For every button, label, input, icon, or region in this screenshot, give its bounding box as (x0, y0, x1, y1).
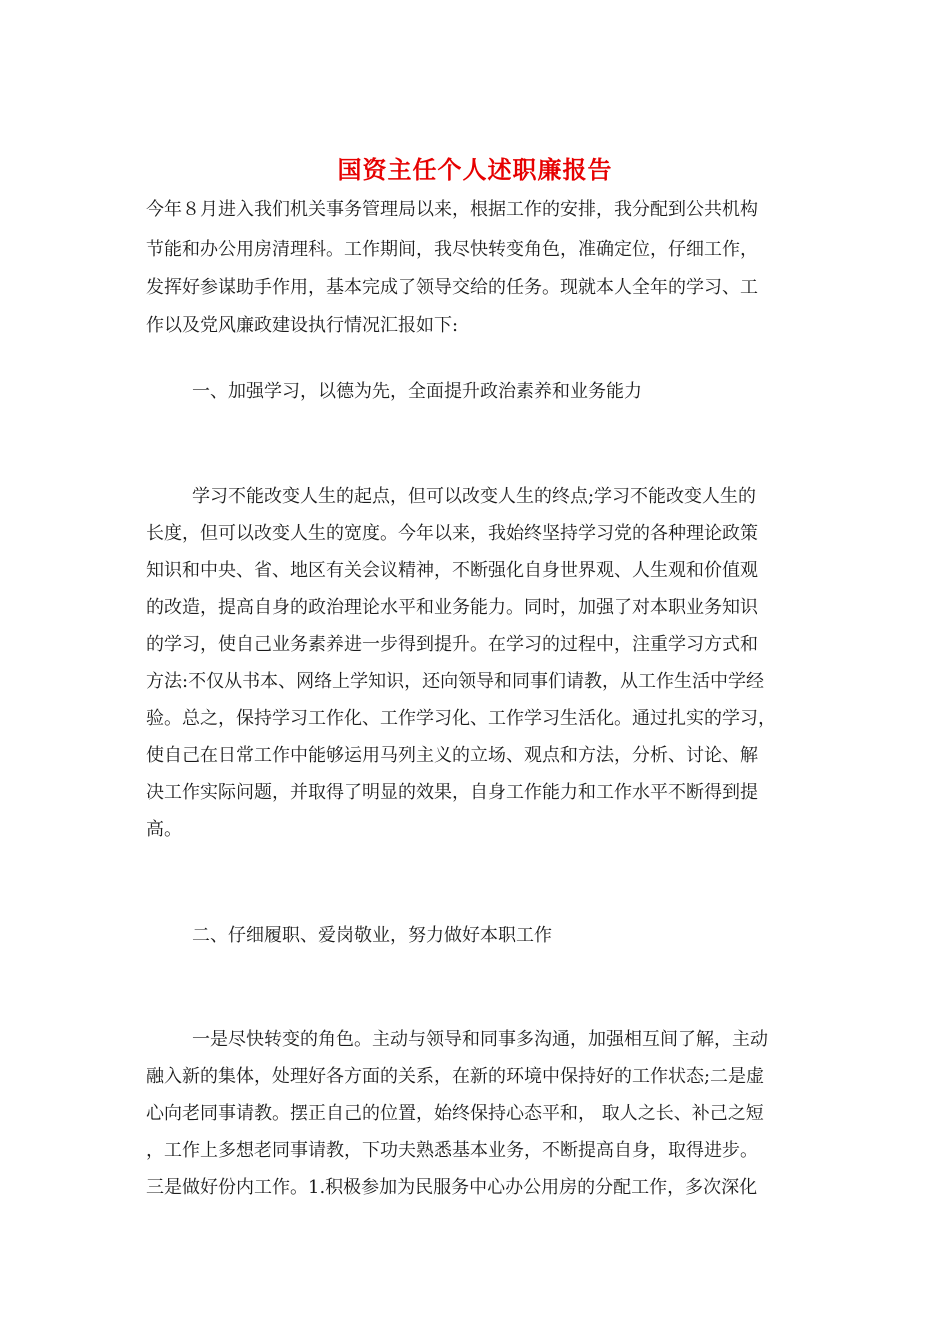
section1-heading: 一、加强学习，以德为先，全面提升政治素养和业务能力 (192, 381, 642, 402)
section1-line-7: 验。总之，保持学习工作化、工作学习化、工作学习生活化。通过扎实的学习， (146, 708, 776, 729)
section1-line-6: 方法:不仅从书本、网络上学知识，还向领导和同事们请教，从工作生活中学经 (146, 671, 765, 692)
document-title: 国资主任个人述职廉报告 (337, 155, 613, 184)
intro-line-4: 作以及党风廉政建设执行情况汇报如下: (146, 315, 459, 336)
section2-line-4: ，工作上多想老同事请教，下功夫熟悉基本业务，不断提高自身，取得进步。 (146, 1140, 758, 1161)
section1-line-3: 知识和中央、省、地区有关会议精神，不断强化自身世界观、人生观和价值观 (146, 560, 758, 581)
section1-line-4: 的改造，提高自身的政治理论水平和业务能力。同时，加强了对本职业务知识 (146, 597, 758, 618)
intro-line-1: 今年８月进入我们机关事务管理局以来，根据工作的安排，我分配到公共机构 (146, 199, 758, 220)
section2-line-5: 三是做好份内工作。1.积极参加为民服务中心办公用房的分配工作，多次深化 (146, 1177, 758, 1198)
section1-line-8: 使自己在日常工作中能够运用马列主义的立场、观点和方法，分析、讨论、解 (146, 745, 758, 766)
section2-line-3: 心向老同事请教。摆正自己的位置，始终保持心态平和， 取人之长、补己之短 (146, 1103, 764, 1124)
section1-line-5: 的学习，使自己业务素养进一步得到提升。在学习的过程中，注重学习方式和 (146, 634, 758, 655)
section1-line-9: 决工作实际问题，并取得了明显的效果，自身工作能力和工作水平不断得到提 (146, 782, 758, 803)
section1-line-2: 长度，但可以改变人生的宽度。今年以来，我始终坚持学习党的各种理论政策 (146, 523, 758, 544)
section1-line-10: 高。 (146, 819, 182, 840)
section2-heading: 二、仔细履职、爱岗敬业，努力做好本职工作 (192, 925, 552, 946)
section2-line-1: 一是尽快转变的角色。主动与领导和同事多沟通，加强相互间了解，主动 (192, 1029, 768, 1050)
intro-line-3: 发挥好参谋助手作用，基本完成了领导交给的任务。现就本人全年的学习、工 (146, 277, 758, 298)
intro-line-2: 节能和办公用房清理科。工作期间，我尽快转变角色，准确定位，仔细工作， (146, 239, 758, 260)
section2-line-2: 融入新的集体，处理好各方面的关系，在新的环境中保持好的工作状态;二是虚 (146, 1066, 765, 1087)
section1-line-1: 学习不能改变人生的起点，但可以改变人生的终点;学习不能改变人生的 (192, 486, 757, 507)
